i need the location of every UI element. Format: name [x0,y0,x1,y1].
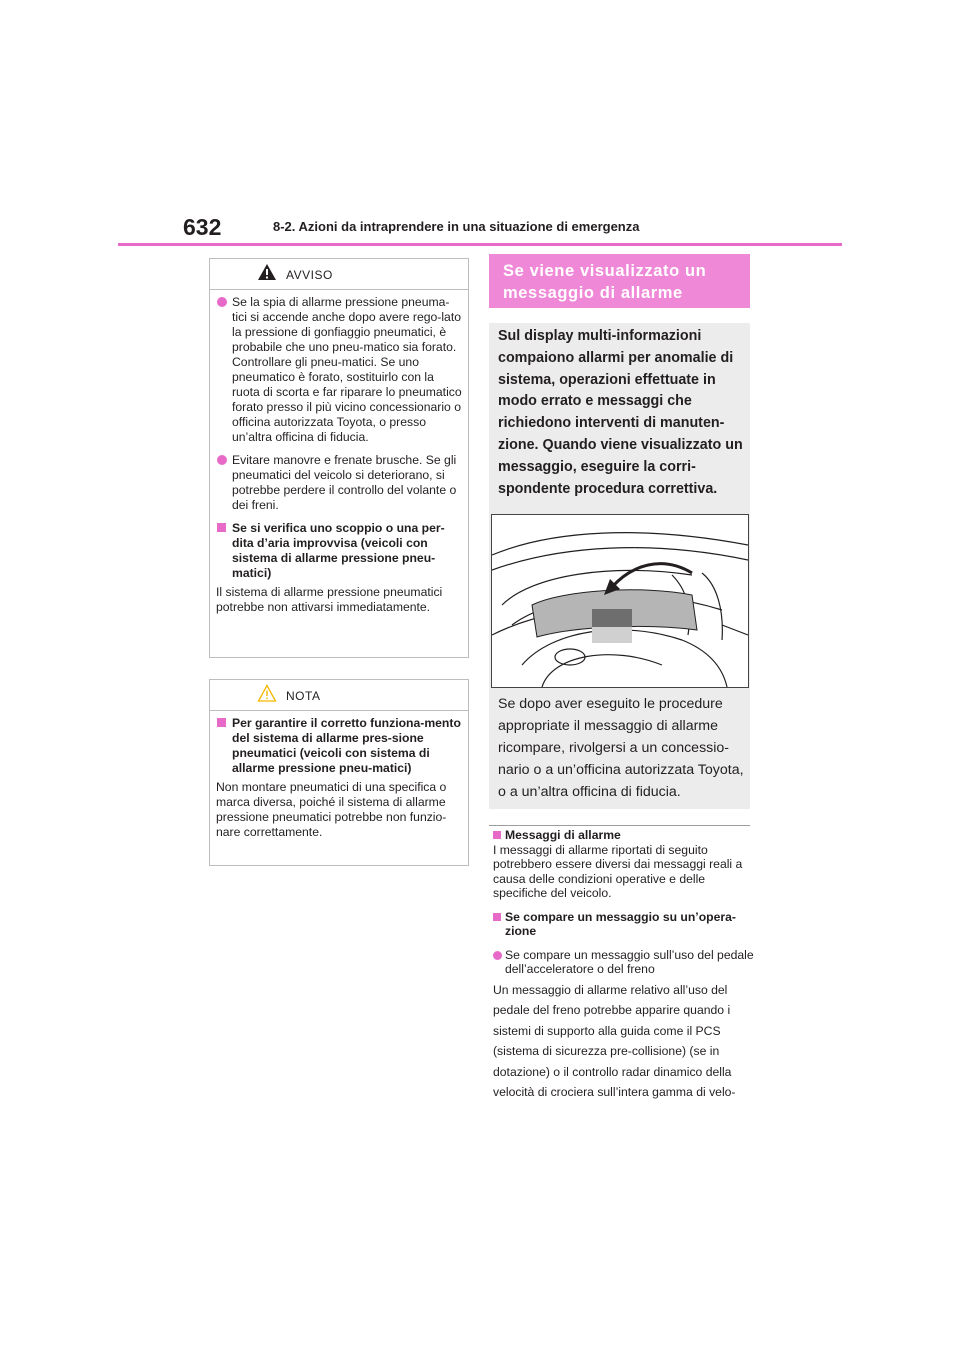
heading-messages [493,828,755,843]
heading-text: Messaggi di allarme [505,828,621,842]
body-line: Un messaggio di allarme relativo all’uso del [493,982,728,997]
paragraph: Non montare pneumatici di una specifica o marca diversa, poiché il sistema di allarme pressione pneumatici potrebbe non funzio-nare correttamente. [216,780,447,839]
square-bullet-icon [493,913,501,921]
warning-box [209,258,469,658]
list-item-text: Se la spia di allarme pressione pneuma-tici si accende anche dopo avere rego-lato la pressione di gonfiaggio pneumatici, è probabile che uno pneu-matico sia forato. Controllare gli pneu-matici. Se uno pneumatico è forato, sostituirlo con la ruota di scorta e far riparare lo pneumatico forato presso il più vicino concessionario o officina autorizzata Toyota, o presso un’altra officina di fiducia. [232,295,462,444]
paragraph: I messaggi di allarme riportati di seguito potrebbero essere diversi dai messaggi reali a causa delle condizioni operative e delle specifiche del veicolo. [493,842,743,900]
after-illustration-text: Se dopo aver eseguito le procedure appropriate il messaggio di allarme ricompare, rivolgersi a un concessio-nario o a un’officina autorizzata Toyota, o a un’altra officina di fiducia. [498,696,744,800]
note-box-header [210,680,468,711]
section-banner [489,254,750,308]
bullet-icon [493,951,502,960]
header-divider [118,243,842,246]
warning-triangle-icon [257,263,277,281]
bullet-icon [217,455,227,465]
messages-section [493,828,755,1103]
square-bullet-icon [217,718,226,727]
heading-text: Se compare un messaggio su un’opera-zione [505,909,736,938]
caution-triangle-icon [257,684,277,702]
dashboard-drawing [492,515,748,687]
body-line: dotazione) o il controllo radar dinamico della [493,1064,732,1079]
note-box [209,679,469,866]
body-line: pedale del freno potrebbe apparire quando i [493,1003,731,1017]
body-line: sistemi di supporto alla guida come il PCS [493,1023,721,1038]
list-item-text: Se compare un messaggio sull’uso del pedale dell’acceleratore o del freno [505,947,754,976]
subheading-text: Per garantire il corretto funziona-mento del sistema di allarme pres-sione pneumatici (veicoli con sistema di allarme pressione pneu-matici) [232,716,461,775]
page-number: 632 [183,214,222,240]
subheading [216,716,462,776]
chapter-title: 8-2. Azioni da intraprendere in una situazione di emergenza [273,219,640,234]
square-bullet-icon [217,523,226,532]
list-item [493,948,755,977]
list-item [216,453,462,513]
section-title-line1: Se viene visualizzato un [503,262,707,280]
body-line: (sistema di sicurezza pre-collisione) (se in [493,1044,720,1058]
intro-text: Sul display multi-informazioni compaiono allarmi per anomalie di sistema, operazioni effettuate in modo errato e messaggi che richiedono interventi di manuten-zione. Quando viene visualizzato un messaggio, eseguire la corri-spondente procedura correttiva. [498,328,743,497]
square-bullet-icon [493,831,501,839]
section-divider [489,825,750,826]
list-item [216,295,462,445]
subheading [216,521,462,581]
heading-operation [493,910,755,939]
subheading-text: Se si verifica uno scoppio o una per-dita d’aria improvvisa (veicoli con sistema di allarme pressione pneu-matici) [232,521,445,580]
list-item-text: Evitare manovre e frenate brusche. Se gli pneumatici del veicolo si deteriorano, si potrebbe perdere il controllo del volante o dei freni. [232,453,457,512]
section-title-line2: messaggio di allarme [503,284,683,302]
paragraph: Il sistema di allarme pressione pneumatici potrebbe non attivarsi immediatamente. [216,585,443,614]
dashboard-illustration [491,514,749,688]
body-line: velocità di crociera sull’intera gamma di velo- [493,1085,736,1099]
warning-box-title: AVVISO [286,268,333,282]
warning-box-header [210,259,468,290]
note-box-title: NOTA [286,689,321,703]
bullet-icon [217,297,227,307]
